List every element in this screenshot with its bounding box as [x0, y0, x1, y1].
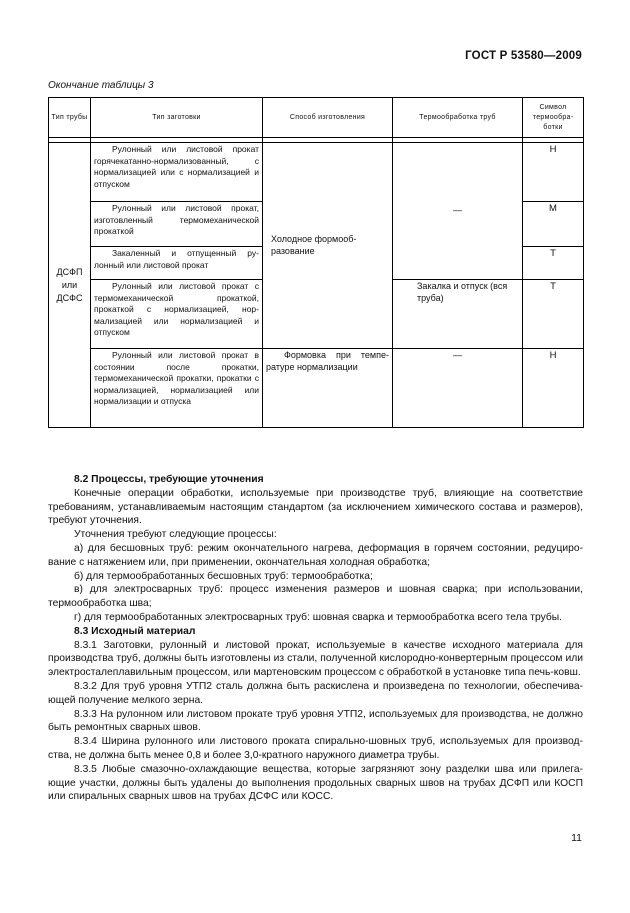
table-caption: Окончание таблицы 3: [48, 80, 154, 91]
col-header-blank-type: Тип заготовки: [91, 98, 263, 138]
symbol-cell: Н: [523, 349, 584, 428]
list-item: б) для термообработанных бесшовных труб: термообработка;: [74, 570, 373, 582]
paragraph: 8.3.3 На рулонном или листовом прокате труб уровня УТП2, используемых для производства, не должно быть ремонтных сварных швов.: [48, 708, 583, 734]
symbol-cell: Т: [523, 280, 584, 349]
col-header-pipe-type: Тип трубы: [49, 98, 91, 138]
paragraph: 8.3.4 Ширина рулонного или листового проката спирально-шовных труб, используемых для производства, не должна быть менее 0,8 и более 3,0-кратного наружного диаметра трубы.: [48, 736, 583, 761]
list-item: г) для термообработанных электросварных труб: шовная сварка и термообработка всего тела трубы.: [74, 611, 563, 623]
method-cell: Холодное формообразование: [263, 143, 393, 349]
pipe-type-cell: ДСФП или ДСФС: [49, 143, 91, 428]
list-item: в) для электросварных труб: процесс изменения размеров и шовная сварка; при использовании, термообработка шва;: [48, 584, 583, 610]
paragraph: 8.3.2 Для труб уровня УТП2 сталь должна быть раскислена и произведена по технологии, обеспечивающей получение мелкого зерна.: [48, 680, 583, 706]
blank-cell: Рулонный или листовой прокат с термомеханической прокаткой, прокаткой с нормализацией, нормализацией или нормализацией и отпуском: [91, 280, 263, 349]
body-text: [48, 473, 583, 804]
heat-cell: —: [393, 143, 523, 280]
paragraph: 8.3.1 Заготовки, рулонный и листовой прокат, используемые в качестве исходного материала для производства труб, должны быть изготовлены из стали, полученной кислородно-конвертерным процессом или электросталеплавильным процессом, или мартеновским процессом с обработкой в установке типа печь-ковш.: [48, 639, 583, 679]
section-8-2-title: 8.2 Процессы, требующие уточнения: [74, 474, 264, 485]
blank-cell: Рулонный или листовой прокат, изготовленный термомеханической прокаткой: [91, 202, 263, 247]
blank-cell: Рулонный или листовой прокат горячекатанно-нормализованный, с нормализацией или с нормализацией и отпуском: [91, 143, 263, 202]
heat-cell: —: [393, 349, 523, 428]
paragraph: 8.3.5 Любые смазочно-охлаждающие вещества, которые загрязняют зону разделки шва или прилегающие участки, должны быть удалены до выполнения продольных сварных швов на трубах ДСФП или КОСП или спиральных сварных швов на трубах ДСФС или КОСС.: [48, 763, 583, 803]
page-number: 11: [571, 832, 582, 844]
symbol-cell: Т: [523, 247, 584, 280]
table-3-continuation: [48, 97, 584, 428]
table-row: [49, 143, 584, 202]
section-8-3-title: 8.3 Исходный материал: [74, 625, 196, 637]
standard-header: ГОСТ Р 53580—2009: [465, 50, 582, 62]
col-header-heat-treatment: Термообработка труб: [393, 98, 523, 138]
paragraph: Конечные операции обработки, используемые при производстве труб, влияющие на соответствие требованиям, устанавливаемым настоящим стандартом (за исключением химического состава и размеров), требуют уточнения.: [48, 487, 583, 527]
col-header-method: Способ изготовления: [263, 98, 393, 138]
table-header-row: [49, 98, 584, 138]
symbol-cell: М: [523, 202, 584, 247]
blank-cell: Закаленный и отпущенный рулонный или листовой прокат: [91, 247, 263, 280]
table-row: [49, 349, 584, 428]
method-cell: Формовка при температуре нормализации: [263, 349, 393, 428]
list-item: а) для бесшовных труб: режим окончательного нагрева, деформация в горячем состоянии, редуцирование с натяжением или, при применении, окончательная холодная обработка;: [48, 542, 583, 568]
symbol-cell: Н: [523, 143, 584, 202]
blank-cell: Рулонный или листовой прокат в состоянии после прокатки, термомеханической прокатки, прокатки с нормализацией, нормализацией или нормализации и отпуска: [91, 349, 263, 428]
paragraph: Уточнения требуют следующие процессы:: [74, 529, 277, 541]
heat-cell: Закалка и отпуск (вся труба): [393, 280, 523, 349]
col-header-symbol: Символ термообработки: [523, 98, 584, 138]
